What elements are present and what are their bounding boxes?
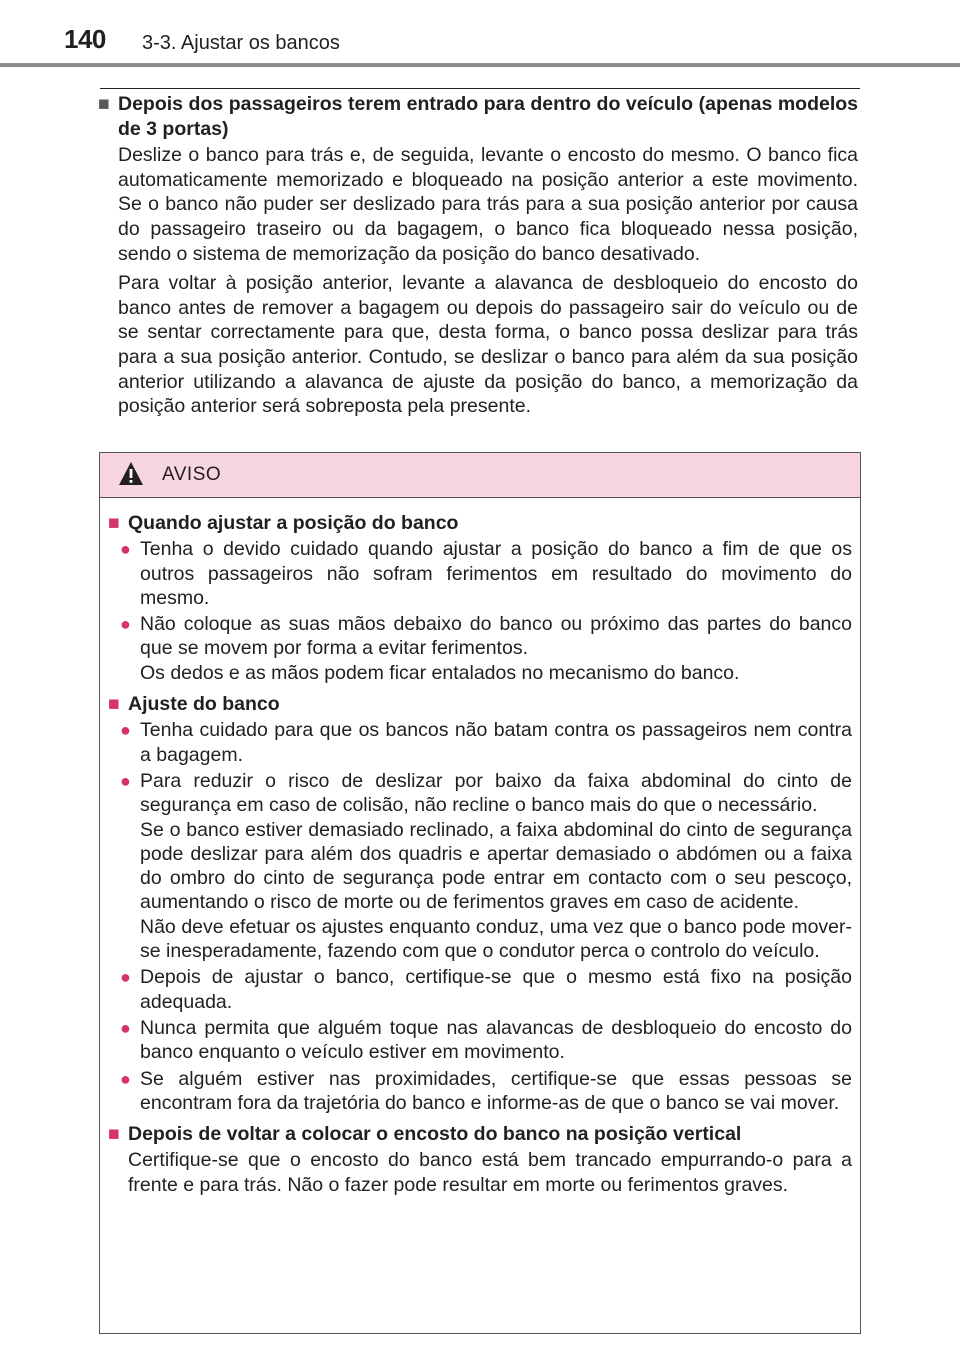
- paragraph: Deslize o banco para trás e, de seguida, levante o encosto do mesmo. O banco fica automaticamente memorizado e bloqueado na posição anterior a este movimento. Se o banco não puder ser deslizado para trás para a sua posição anterior por causa do passageiro traseiro ou da bagagem, o banco fica bloqueado nessa posição, sendo o sistema de memorização da posição do banco desativado.: [118, 144, 858, 265]
- list-item: ● Para reduzir o risco de deslizar por baixo da faixa abdominal do cinto de segurança em caso de colisão, não recline o banco mais do que o necessário. Se o banco estiver demasiado reclinado, a faixa abdominal do cinto de segurança pode deslizar para além dos quadris e apertar demasiado o abdómen ou a faixa do ombro do cinto de segurança pode entrar em contacto com o seu pescoço, aumentando o risco de morte ou de ferimentos graves em caso de acidente. Não deve efetuar os ajustes enquanto conduz, uma vez que o banco pode mover-se inesperadamente, fazendo com que o condutor perca o controlo do veículo.: [108, 769, 852, 963]
- dot-bullet-icon: ●: [120, 770, 131, 791]
- warning-section-heading: ■ Ajuste do banco: [108, 693, 280, 716]
- dot-bullet-icon: ●: [120, 614, 131, 635]
- warning-body: [100, 511, 860, 1197]
- dot-bullet-icon: ●: [120, 720, 131, 741]
- main-content: [98, 92, 858, 419]
- content-top-rule: [100, 88, 860, 89]
- dot-bullet-icon: ●: [120, 967, 131, 988]
- square-bullet-icon: ■: [108, 1123, 120, 1146]
- page-number: 140: [64, 24, 106, 54]
- section-heading: [98, 92, 858, 141]
- list-item: ● Não coloque as suas mãos debaixo do banco ou próximo das partes do banco que se movem por forma a evitar ferimentos. Os dedos e as mãos podem ficar entalados no mecanismo do banco.: [108, 612, 852, 685]
- dot-bullet-icon: ●: [120, 539, 131, 560]
- list-item: ● Tenha o devido cuidado quando ajustar a posição do banco a fim de que os outros passageiros não sofram ferimentos em resultado do movimento do mesmo.: [108, 537, 852, 610]
- paragraph: Para voltar à posição anterior, levante a alavanca de desbloqueio do encosto do banco antes de remover a bagagem ou depois do passageiro sair do veículo ou de se sentar correctamente para que, desta forma, o banco possa deslizar para trás para a sua posição anterior. Contudo, se deslizar o banco para além da sua posição anterior utilizando a alavanca de ajuste da posição do banco, a memorização da posição anterior será sobreposta pela presente.: [118, 272, 858, 418]
- list-item: ● Tenha cuidado para que os bancos não batam contra os passageiros nem contra a bagagem.: [108, 718, 852, 767]
- warning-section-heading: ■ Depois de voltar a colocar o encosto do banco na posição vertical: [108, 1123, 742, 1146]
- square-bullet-icon: ■: [108, 693, 120, 716]
- list-item: ● Nunca permita que alguém toque nas alavancas de desbloqueio do encosto do banco enquanto o veículo estiver em movimento.: [108, 1016, 852, 1065]
- dot-bullet-icon: ●: [120, 1017, 131, 1038]
- section-title: 3-3. Ajustar os bancos: [142, 32, 340, 54]
- list-item: ● Se alguém estiver nas proximidades, certifique-se que essas pessoas se encontram fora da trajetória do banco e informe-as de que o banco se vai mover.: [108, 1067, 852, 1116]
- header-rule: [0, 63, 960, 67]
- warning-triangle-icon: [118, 461, 144, 487]
- list-item: ● Depois de ajustar o banco, certifique-se que o mesmo está fixo na posição adequada.: [108, 965, 852, 1014]
- square-bullet-icon: ■: [108, 512, 120, 534]
- dot-bullet-icon: ●: [120, 1068, 131, 1089]
- warning-box: [99, 452, 861, 1334]
- section-heading-text: Depois dos passageiros terem entrado para dentro do veículo (apenas modelos de 3 portas): [118, 93, 858, 140]
- page-header: [0, 0, 960, 68]
- warning-section-heading: ■ Quando ajustar a posição do banco: [108, 512, 459, 534]
- warning-paragraph: Certifique-se que o encosto do banco está bem trancado empurrando-o para a frente e para trás. Não o fazer pode resultar em morte ou ferimentos graves.: [128, 1149, 852, 1196]
- warning-header: [100, 453, 860, 498]
- warning-title: AVISO: [162, 464, 222, 485]
- square-bullet-icon: ■: [98, 93, 110, 115]
